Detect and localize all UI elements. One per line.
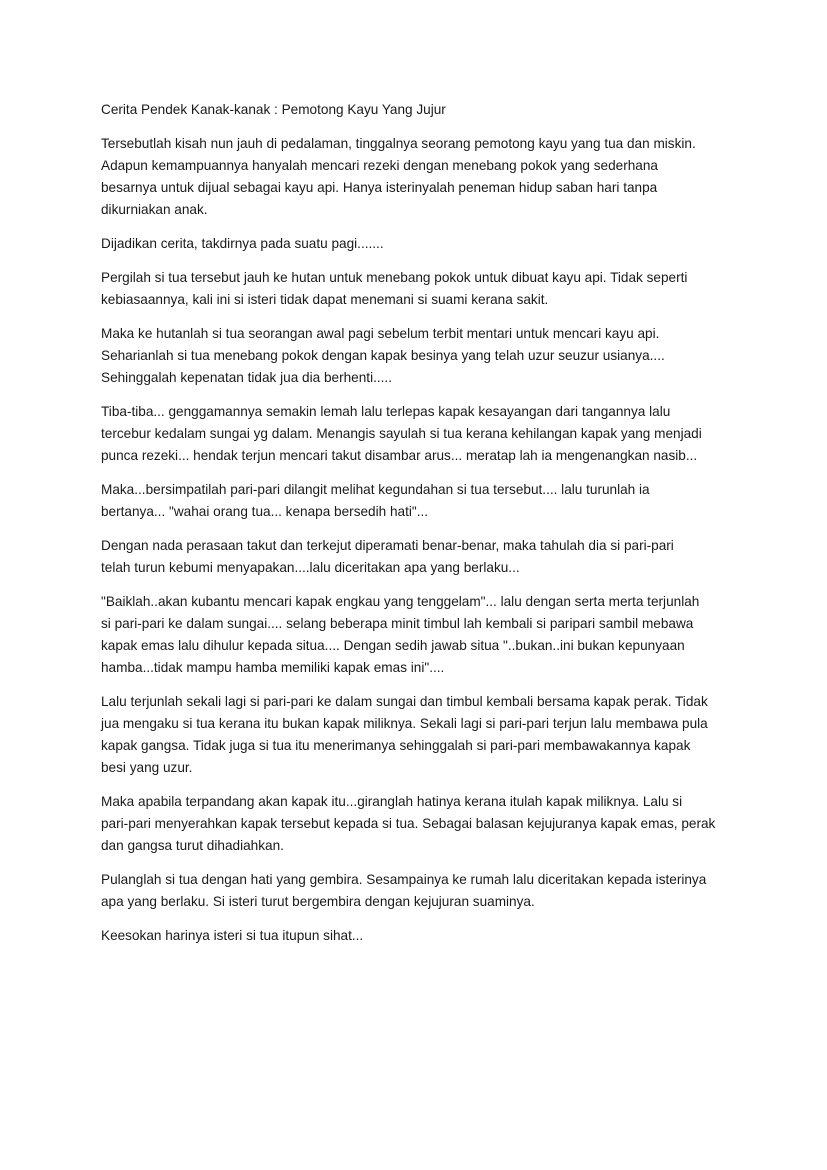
paragraph-line: kapak gangsa. Tidak juga si tua itu menerimanya sehinggalah si pari-pari membawakannya kapak [101, 738, 691, 753]
paragraph-line: Sehinggalah kepenatan tidak jua dia berhenti..... [101, 370, 392, 385]
document-body [101, 99, 727, 959]
paragraph-7 [101, 535, 727, 579]
paragraph-line: tercebur kedalam sungai yg dalam. Menangis sayulah si tua kerana kehilangan kapak yang menjadi [101, 426, 702, 441]
paragraph-line: dikurniakan anak. [101, 202, 208, 217]
paragraph-1 [101, 133, 727, 221]
paragraph-12 [101, 925, 727, 947]
paragraph-line: Dengan nada perasaan takut dan terkejut diperamati benar-benar, maka tahulah dia si pari-pari [101, 538, 674, 553]
paragraph-line: Maka ke hutanlah si tua seorangan awal pagi sebelum terbit mentari untuk mencari kayu api. [101, 326, 660, 341]
paragraph-line: "Baiklah..akan kubantu mencari kapak engkau yang tenggelam"... lalu dengan serta merta terjunlah [101, 594, 700, 609]
paragraph-line: telah turun kebumi menyapakan....lalu diceritakan apa yang berlaku... [101, 560, 520, 575]
paragraph-line: Maka...bersimpatilah pari-pari dilangit melihat kegundahan si tua tersebut.... lalu turunlah ia [101, 482, 650, 497]
paragraph-line: hamba...tidak mampu hamba memiliki kapak emas ini".... [101, 660, 445, 675]
paragraph-5 [101, 401, 727, 467]
paragraph-line: Adapun kemampuannya hanyalah mencari rezeki dengan menebang pokok yang sederhana [101, 158, 658, 173]
paragraph-line: Pergilah si tua tersebut jauh ke hutan untuk menebang pokok untuk dibuat kayu api. Tidak seperti [101, 270, 688, 285]
paragraph-6 [101, 479, 727, 523]
paragraph-line: dan gangsa turut dihadiahkan. [101, 838, 284, 853]
paragraph-line: bertanya... "wahai orang tua... kenapa bersedih hati"... [101, 504, 429, 519]
paragraph-line: pari-pari menyerahkan kapak tersebut kepada si tua. Sebagai balasan kejujuranya kapak emas, perak [101, 816, 716, 831]
paragraph-line: Tiba-tiba... genggamannya semakin lemah lalu terlepas kapak kesayangan dari tangannya lalu [101, 404, 671, 419]
paragraph-9 [101, 691, 727, 779]
paragraph-8 [101, 591, 727, 679]
paragraph-10 [101, 791, 727, 857]
paragraph-line: Pulanglah si tua dengan hati yang gembira. Sesampainya ke rumah lalu diceritakan kepada isterinya [101, 872, 707, 887]
paragraph-4 [101, 323, 727, 389]
paragraph-line: Maka apabila terpandang akan kapak itu...giranglah hatinya kerana itulah kapak miliknya. Lalu si [101, 794, 683, 809]
paragraph-3 [101, 267, 727, 311]
paragraph-line: besi yang uzur. [101, 760, 193, 775]
paragraph-line: punca rezeki... hendak terjun mencari takut disambar arus... meratap lah ia mengenangkan nasib... [101, 448, 698, 463]
paragraph-line: Keesokan harinya isteri si tua itupun sihat... [101, 928, 364, 943]
paragraph-line: besarnya untuk dijual sebagai kayu api. Hanya isterinyalah peneman hidup saban hari tanpa [101, 180, 658, 195]
paragraph-line: Tersebutlah kisah nun jauh di pedalaman, tinggalnya seorang pemotong kayu yang tua dan miskin. [101, 136, 696, 151]
document-title: Cerita Pendek Kanak-kanak : Pemotong Kayu Yang Jujur [101, 102, 446, 117]
paragraph-line: si pari-pari ke dalam sungai.... selang beberapa minit timbul lah kembali si paripari sambil mebawa [101, 616, 694, 631]
paragraph-line: apa yang berlaku. Si isteri turut bergembira dengan kejujuran suaminya. [101, 894, 535, 909]
paragraph-line: Dijadikan cerita, takdirnya pada suatu pagi....... [101, 236, 384, 251]
paragraph-2 [101, 233, 727, 255]
paragraph-line: Lalu terjunlah sekali lagi si pari-pari ke dalam sungai dan timbul kembali bersama kapak perak. Tidak [101, 694, 708, 709]
paragraph-line: jua mengaku si tua kerana itu bukan kapak miliknya. Sekali lagi si pari-pari terjun lalu membawa pula [101, 716, 708, 731]
paragraph-line: Seharianlah si tua menebang pokok dengan kapak besinya yang telah uzur seuzur usianya.... [101, 348, 665, 363]
paragraph-line: kebiasaannya, kali ini si isteri tidak dapat menemani si suami kerana sakit. [101, 292, 549, 307]
paragraph-11 [101, 869, 727, 913]
paragraph-line: kapak emas lalu dihulur kepada situa.... Dengan sedih jawab situa "..bukan..ini bukan kepunyaan [101, 638, 685, 653]
